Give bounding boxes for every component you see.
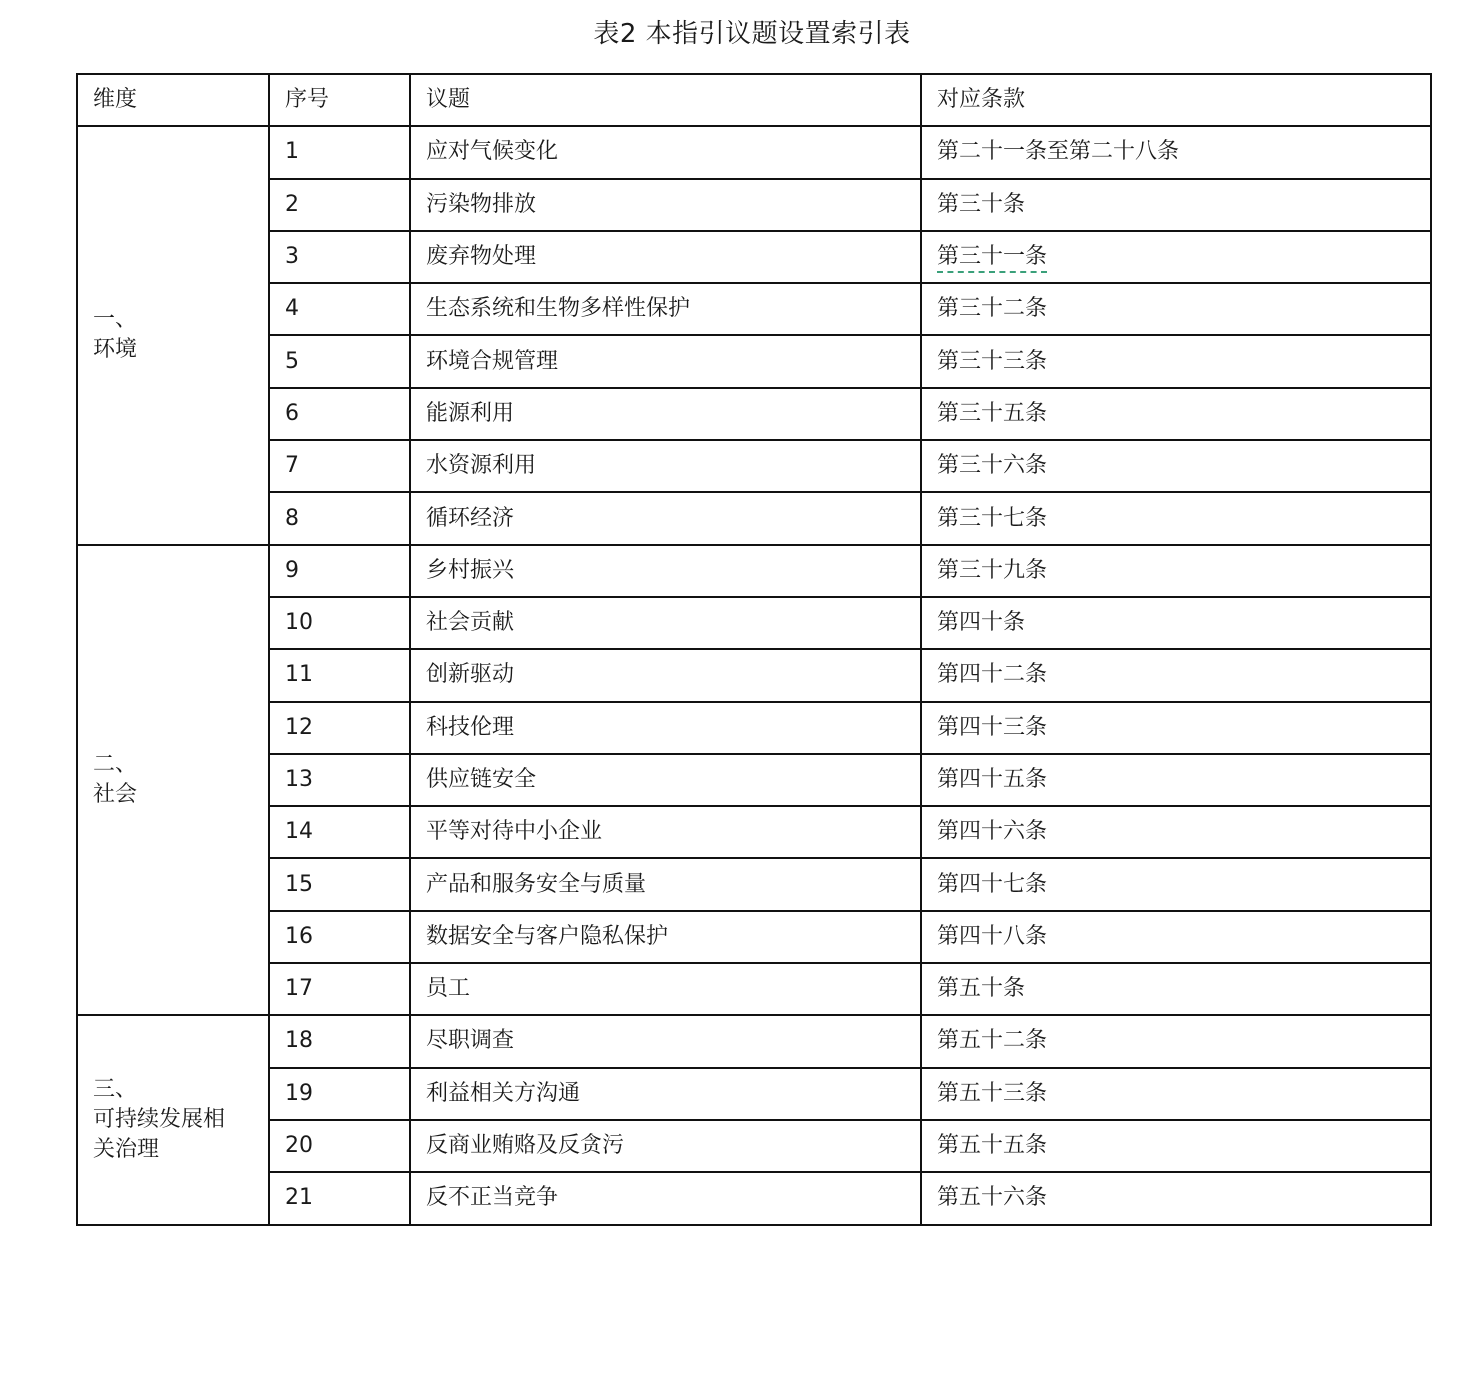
topic-cell: [410, 1172, 921, 1224]
table-row: [77, 754, 1431, 806]
table-title: 表2 本指引议题设置索引表: [593, 19, 911, 49]
seq-cell: [269, 649, 410, 701]
table-row: [77, 911, 1431, 963]
article-cell-text: 第五十条: [937, 976, 1026, 1002]
table-row: [77, 1120, 1431, 1172]
article-cell-text: 第三十二条: [937, 296, 1048, 322]
seq-cell-text: 9: [285, 557, 299, 583]
seq-cell-text: 1: [285, 139, 299, 165]
seq-cell-text: 20: [285, 1133, 313, 1159]
dimension-label-line: 三、: [93, 1076, 138, 1102]
topic-cell: [410, 597, 921, 649]
topic-cell: [410, 1068, 921, 1120]
article-cell-text: 第四十八条: [937, 923, 1048, 949]
table-row: [77, 963, 1431, 1015]
header-topic: 议题: [410, 74, 921, 126]
seq-cell: [269, 545, 410, 597]
seq-cell: [269, 231, 410, 283]
article-cell: [921, 597, 1431, 649]
seq-cell-text: 10: [285, 610, 313, 636]
seq-cell-text: 17: [285, 976, 313, 1002]
article-cell: [921, 1172, 1431, 1224]
topic-cell-text: 利益相关方沟通: [426, 1080, 581, 1106]
topic-cell: [410, 440, 921, 492]
header-seq: 序号: [269, 74, 410, 126]
seq-cell: [269, 492, 410, 544]
article-cell-text: 第五十三条: [937, 1080, 1048, 1106]
seq-cell-text: 11: [285, 662, 313, 688]
article-cell: [921, 754, 1431, 806]
topic-cell: [410, 702, 921, 754]
seq-cell: [269, 806, 410, 858]
article-cell-text: 第三十一条: [937, 244, 1048, 270]
article-cell-text: 第三十五条: [937, 400, 1048, 426]
topic-cell-text: 环境合规管理: [426, 348, 559, 374]
article-cell: [921, 283, 1431, 335]
seq-cell-text: 12: [285, 714, 313, 740]
article-cell: [921, 1120, 1431, 1172]
seq-cell: [269, 1172, 410, 1224]
topic-cell-text: 社会贡献: [426, 610, 515, 636]
topic-cell: [410, 126, 921, 178]
article-cell-text: 第三十七条: [937, 505, 1048, 531]
topic-cell: [410, 545, 921, 597]
article-cell-text: 第三十三条: [937, 348, 1048, 374]
table-row: [77, 1172, 1431, 1224]
article-cell: [921, 806, 1431, 858]
seq-cell: [269, 858, 410, 910]
seq-cell-text: 5: [285, 348, 299, 374]
header-article: 对应条款: [921, 74, 1431, 126]
dimension-cell: [77, 1015, 269, 1224]
topic-cell: [410, 911, 921, 963]
seq-cell-text: 2: [285, 191, 299, 217]
article-cell: [921, 179, 1431, 231]
seq-cell: [269, 179, 410, 231]
topic-cell-text: 循环经济: [426, 505, 515, 531]
article-cell-text: 第四十六条: [937, 819, 1048, 845]
article-cell-text: 第三十条: [937, 191, 1026, 217]
table-row: [77, 1068, 1431, 1120]
article-cell: [921, 231, 1431, 283]
article-cell: [921, 649, 1431, 701]
topic-cell: [410, 335, 921, 387]
topic-cell: [410, 492, 921, 544]
table-row: [77, 806, 1431, 858]
article-cell: [921, 858, 1431, 910]
dimension-label-line: 关治理: [93, 1136, 160, 1162]
topic-cell-text: 废弃物处理: [426, 244, 537, 270]
table-row: [77, 1015, 1431, 1067]
topic-cell-text: 能源利用: [426, 400, 515, 426]
topic-cell: [410, 806, 921, 858]
seq-cell: [269, 1120, 410, 1172]
dimension-cell: [77, 545, 269, 1016]
article-cell: [921, 963, 1431, 1015]
table-row: [77, 597, 1431, 649]
table-row: [77, 283, 1431, 335]
seq-cell-text: 18: [285, 1028, 313, 1054]
table-row: [77, 335, 1431, 387]
seq-cell: [269, 1015, 410, 1067]
table-row: [77, 545, 1431, 597]
seq-cell-text: 3: [285, 244, 299, 270]
table-row: [77, 231, 1431, 283]
topic-cell-text: 生态系统和生物多样性保护: [426, 296, 691, 322]
article-cell-text: 第四十二条: [937, 662, 1048, 688]
table-row: [77, 440, 1431, 492]
article-cell-text: 第五十二条: [937, 1028, 1048, 1054]
seq-cell: [269, 1068, 410, 1120]
seq-cell: [269, 335, 410, 387]
seq-cell-text: 16: [285, 923, 313, 949]
dimension-label-line: 环境: [93, 337, 138, 363]
topic-cell: [410, 963, 921, 1015]
article-cell: [921, 126, 1431, 178]
article-cell: [921, 702, 1431, 754]
topic-cell-text: 员工: [426, 976, 471, 1002]
article-cell: [921, 1015, 1431, 1067]
topic-cell-text: 水资源利用: [426, 453, 537, 479]
article-cell: [921, 335, 1431, 387]
topic-cell: [410, 283, 921, 335]
table-row: [77, 702, 1431, 754]
seq-cell: [269, 126, 410, 178]
topic-cell-text: 科技伦理: [426, 714, 515, 740]
topic-cell-text: 产品和服务安全与质量: [426, 871, 647, 897]
article-cell: [921, 911, 1431, 963]
seq-cell-text: 6: [285, 400, 299, 426]
seq-cell: [269, 283, 410, 335]
seq-cell: [269, 702, 410, 754]
table-row: [77, 649, 1431, 701]
topic-cell: [410, 1120, 921, 1172]
topic-cell: [410, 754, 921, 806]
topic-cell-text: 乡村振兴: [426, 557, 515, 583]
article-cell-text: 第四十条: [937, 610, 1026, 636]
seq-cell-text: 21: [285, 1185, 313, 1211]
topic-cell-text: 反不正当竞争: [426, 1185, 559, 1211]
topic-cell: [410, 179, 921, 231]
dimension-label-line: 二、: [93, 752, 138, 777]
topic-cell-text: 平等对待中小企业: [426, 819, 603, 845]
topic-cell: [410, 231, 921, 283]
article-cell-text: 第二十一条至第二十八条: [937, 139, 1180, 165]
topic-cell: [410, 858, 921, 910]
dimension-cell: [77, 126, 269, 544]
article-cell-text: 第四十三条: [937, 714, 1048, 740]
article-cell: [921, 388, 1431, 440]
seq-cell: [269, 597, 410, 649]
seq-cell-text: 8: [285, 505, 299, 531]
table-row: [77, 126, 1431, 178]
article-cell-text: 第四十五条: [937, 767, 1048, 792]
article-cell-text: 第四十七条: [937, 871, 1048, 897]
topic-cell-text: 尽职调查: [426, 1028, 515, 1054]
topic-cell-text: 污染物排放: [426, 191, 537, 217]
topic-cell-text: 创新驱动: [426, 662, 515, 688]
article-cell-text: 第三十六条: [937, 453, 1048, 479]
topic-cell-text: 数据安全与客户隐私保护: [426, 923, 669, 949]
topic-cell: [410, 649, 921, 701]
article-cell-text: 第五十五条: [937, 1133, 1048, 1159]
seq-cell: [269, 754, 410, 806]
seq-cell: [269, 440, 410, 492]
table-row: [77, 492, 1431, 544]
article-cell: [921, 492, 1431, 544]
table-row: [77, 179, 1431, 231]
topic-cell: [410, 1015, 921, 1067]
seq-cell: [269, 911, 410, 963]
topic-cell-text: 反商业贿赂及反贪污: [426, 1133, 625, 1159]
seq-cell: [269, 963, 410, 1015]
seq-cell-text: 4: [285, 296, 299, 322]
article-cell-text: 第五十六条: [937, 1185, 1048, 1211]
dimension-label-line: 可持续发展相: [93, 1106, 226, 1132]
dimension-label-line: 社会: [93, 782, 138, 807]
header-dimension: 维度: [77, 74, 269, 126]
topic-cell-text: 供应链安全: [426, 767, 537, 792]
table-body: [77, 74, 1431, 1225]
article-cell: [921, 1068, 1431, 1120]
header-row: [77, 74, 1431, 126]
table-row: [77, 388, 1431, 440]
seq-cell-text: 7: [285, 453, 299, 479]
seq-cell: [269, 388, 410, 440]
seq-cell-text: 15: [285, 871, 313, 897]
topic-index-table: [76, 73, 1432, 1226]
seq-cell-text: 19: [285, 1080, 313, 1106]
article-cell: [921, 440, 1431, 492]
dimension-label-line: 一、: [93, 307, 138, 333]
topic-cell: [410, 388, 921, 440]
seq-cell-text: 13: [285, 767, 313, 792]
seq-cell-text: 14: [285, 819, 313, 845]
article-cell: [921, 545, 1431, 597]
table-row: [77, 858, 1431, 910]
article-cell-text: 第三十九条: [937, 557, 1048, 583]
topic-cell-text: 应对气候变化: [426, 139, 559, 165]
